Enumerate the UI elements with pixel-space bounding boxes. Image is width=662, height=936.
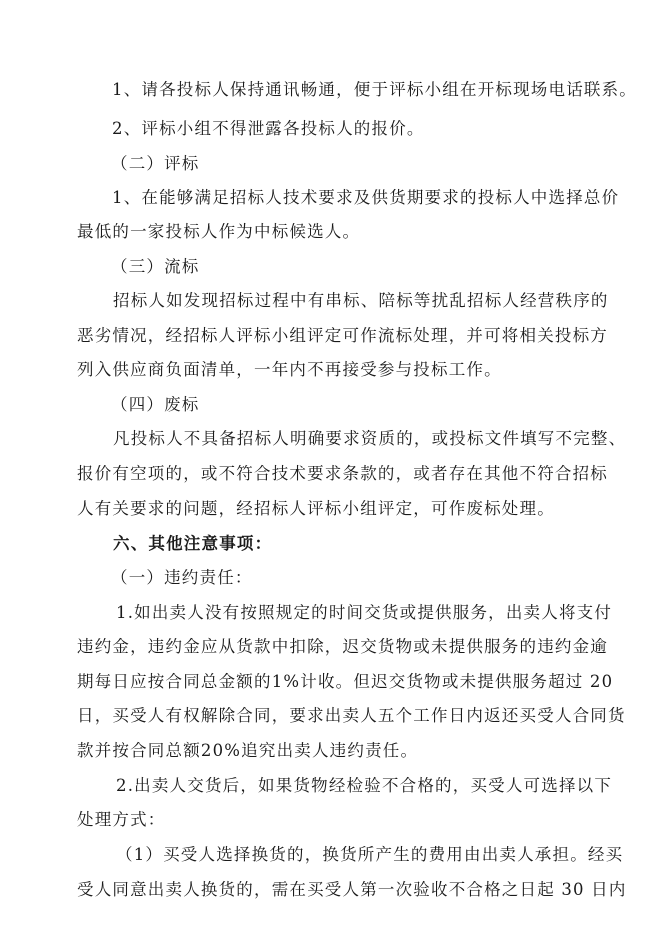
section-heading: （三）流标 [111, 257, 200, 276]
paragraph-line: 人有关要求的问题，经招标人评标小组评定，可作废标处理。 [77, 499, 555, 518]
paragraph-line: 处理方式： [77, 810, 166, 829]
section-heading: （二）评标 [111, 154, 200, 173]
section-heading: （一）违约责任： [111, 568, 253, 587]
paragraph-line: 报价有空项的，或不符合技术要求条款的，或者存在其他不符合招标 [77, 464, 608, 483]
paragraph-line: （1）买受人选择换货的，换货所产生的费用由出卖人承担。经买 [116, 845, 624, 864]
paragraph-line: 恶劣情况，经招标人评标小组评定可作流标处理，并可将相关投标方 [77, 326, 608, 345]
paragraph-line: 1、请各投标人保持通讯畅通，便于评标小组在开标现场电话联系。 [112, 80, 637, 99]
paragraph-line: 最低的一家投标人作为中标候选人。 [77, 222, 361, 241]
paragraph-line: 列入供应商负面清单，一年内不再接受参与投标工作。 [77, 360, 502, 379]
paragraph-line: 日，买受人有权解除合同，要求出卖人五个工作日内返还买受人合同货 [77, 706, 626, 725]
paragraph-line: 1.如出卖人没有按照规定的时间交货或提供服务，出卖人将支付 [116, 603, 613, 622]
paragraph-line: 2.出卖人交货后，如果货物经检验不合格的，买受人可选择以下 [116, 776, 613, 795]
paragraph-line: 1、在能够满足招标人技术要求及供货期要求的投标人中选择总价 [112, 188, 620, 207]
paragraph-line: 凡投标人不具备招标人明确要求资质的，或投标文件填写不完整、 [113, 429, 627, 448]
paragraph-line: 款并按合同总额20%追究出卖人违约责任。 [77, 741, 419, 760]
paragraph-line: 期每日应按合同总金额的1%计收。但迟交货物或未提供服务超过 20 [77, 672, 614, 691]
section-heading: （四）废标 [111, 395, 200, 414]
paragraph-line: 招标人如发现招标过程中有串标、陪标等扰乱招标人经营秩序的 [113, 291, 609, 310]
chapter-heading: 六、其他注意事项： [113, 534, 273, 553]
paragraph-line: 违约金，违约金应从货款中扣除，迟交货物或未提供服务的违约金逾 [77, 637, 608, 656]
paragraph-line: 2、评标小组不得泄露各投标人的报价。 [112, 119, 425, 138]
paragraph-line: 受人同意出卖人换货的，需在买受人第一次验收不合格之日起 30 日内 [77, 880, 627, 899]
